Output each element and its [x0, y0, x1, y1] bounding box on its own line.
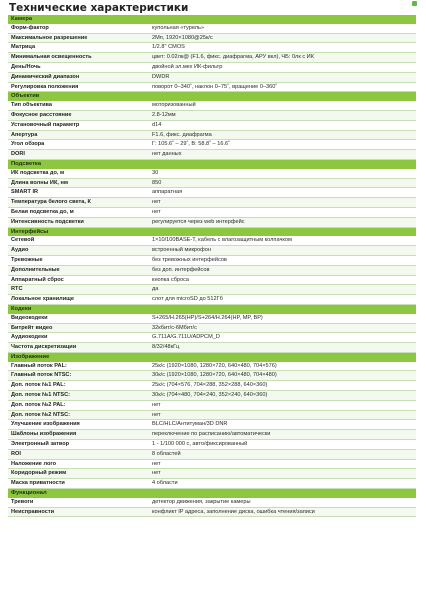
spec-value: без тревожных интерфейсов: [146, 255, 416, 265]
spec-row: [8, 72, 416, 82]
spec-row: [8, 24, 416, 33]
section-header: [8, 304, 416, 313]
spec-key: Белая подсветка до, м: [8, 207, 146, 217]
spec-row: [8, 333, 416, 343]
spec-value: моторизованный: [146, 101, 416, 110]
spec-value: поворот 0–340˚, наклон 0–75˚, вращение 0–360˚: [146, 82, 416, 92]
section-title: Подсветка: [8, 159, 416, 168]
spec-row: [8, 479, 416, 489]
spec-row: [8, 255, 416, 265]
spec-row: [8, 381, 416, 391]
spec-row: [8, 400, 416, 410]
spec-value: да: [146, 285, 416, 295]
spec-row: [8, 217, 416, 227]
spec-key: Максимальное разрешение: [8, 33, 146, 43]
section-header: [8, 159, 416, 168]
spec-value: 25к/с (1920×1080, 1280×720, 640×480, 704×576): [146, 362, 416, 371]
spec-row: [8, 343, 416, 353]
spec-row: [8, 82, 416, 92]
spec-value: цвет: 0.02лк@ (F1.6, фикс. диафрагма, АРУ вкл), ЧБ: 0лк с ИК: [146, 53, 416, 63]
spec-row: [8, 33, 416, 43]
section-header: [8, 227, 416, 236]
spec-row: [8, 285, 416, 295]
spec-value: 30к/с (1920×1080, 1280×720, 640×480, 704×480): [146, 371, 416, 381]
spec-row: [8, 420, 416, 430]
spec-value: двойной эл.мех ИК-фильтр: [146, 62, 416, 72]
spec-value: 25к/с (704×576, 704×288, 352×288, 640×360): [146, 381, 416, 391]
spec-value: DWDR: [146, 72, 416, 82]
spec-value: нет данных: [146, 150, 416, 160]
spec-value: детектор движения, закрытие камеры: [146, 498, 416, 507]
spec-key: Главный поток NTSC:: [8, 371, 146, 381]
spec-value: нет: [146, 459, 416, 469]
spec-value: переключение по расписанию/автоматически: [146, 430, 416, 440]
spec-value: нет: [146, 469, 416, 479]
spec-value: кнопка сброса: [146, 275, 416, 285]
spec-value: 1 - 1/100 000 с, авто/фиксированный: [146, 440, 416, 450]
spec-row: [8, 120, 416, 130]
spec-row: [8, 469, 416, 479]
spec-value: встроенный микрофон: [146, 246, 416, 256]
spec-value: слот для microSD до 512Гб: [146, 295, 416, 305]
spec-value: F1.6, фикс. диафрагма: [146, 130, 416, 140]
section-title: Функционал: [8, 489, 416, 498]
spec-value: без доп. интерфейсов: [146, 265, 416, 275]
spec-key: Наложение лого: [8, 459, 146, 469]
spec-row: [8, 295, 416, 305]
spec-key: Локальное хранилище: [8, 295, 146, 305]
spec-row: [8, 275, 416, 285]
spec-value: d14: [146, 120, 416, 130]
spec-row: [8, 130, 416, 140]
spec-key: Доп. поток №2 NTSC:: [8, 410, 146, 420]
spec-key: Интенсивность подсветки: [8, 217, 146, 227]
spec-row: [8, 62, 416, 72]
spec-key: ROI: [8, 449, 146, 459]
spec-value: Г: 105.6˚ – 29˚, В: 58.8˚ – 16.6˚: [146, 140, 416, 150]
spec-key: Форм-фактор: [8, 24, 146, 33]
spec-key: Тип объектива: [8, 101, 146, 110]
section-header: [8, 489, 416, 498]
spec-key: Тревожные: [8, 255, 146, 265]
spec-row: [8, 449, 416, 459]
spec-key: Сетевой: [8, 236, 146, 245]
spec-value: регулируется через web интерфейс: [146, 217, 416, 227]
section-title: Камера: [8, 15, 416, 24]
spec-row: [8, 207, 416, 217]
spec-row: [8, 410, 416, 420]
page-title: Технические характеристики: [9, 2, 189, 14]
spec-key: Аппаратный сброс: [8, 275, 146, 285]
spec-value: 2.8-12мм: [146, 110, 416, 120]
spec-key: RTC: [8, 285, 146, 295]
spec-value: G.711A/G.711U/ADPCM_D: [146, 333, 416, 343]
section-header: [8, 352, 416, 361]
spec-key: Доп. поток №1 PAL:: [8, 381, 146, 391]
spec-value: 32кбит/с-6Мбит/с: [146, 323, 416, 333]
spec-value: 30к/с (704×480, 704×240, 352×240, 640×360): [146, 391, 416, 401]
spec-key: Доп. поток №1 NTSC:: [8, 391, 146, 401]
spec-key: Матрица: [8, 43, 146, 53]
spec-row: [8, 362, 416, 371]
spec-key: День/Ночь: [8, 62, 146, 72]
spec-row: [8, 314, 416, 323]
spec-key: Аудио: [8, 246, 146, 256]
spec-row: [8, 265, 416, 275]
spec-value: 1/2.8'' CMOS: [146, 43, 416, 53]
spec-value: S+265/H.265(HP)/S+264/H.264(HP, MP, BP): [146, 314, 416, 323]
spec-row: [8, 371, 416, 381]
spec-table-body: [8, 15, 416, 517]
spec-row: [8, 430, 416, 440]
spec-row: [8, 198, 416, 208]
spec-value: 8 областей: [146, 449, 416, 459]
spec-value: нет: [146, 207, 416, 217]
spec-value: 1×10/100BASE-T, кабель с влагозащитным колпачком: [146, 236, 416, 245]
spec-row: [8, 110, 416, 120]
spec-value: 8/32/48кГц: [146, 343, 416, 353]
spec-row: [8, 323, 416, 333]
spec-key: SMART IR: [8, 188, 146, 198]
spec-value: 2Мп, 1920×1080@25к/с: [146, 33, 416, 43]
spec-key: Динамический диапазон: [8, 72, 146, 82]
spec-key: Тревоги: [8, 498, 146, 507]
spec-key: Минимальная освещенность: [8, 53, 146, 63]
spec-table: [8, 15, 416, 517]
spec-row: [8, 188, 416, 198]
spec-key: Угол обзора: [8, 140, 146, 150]
spec-row: [8, 459, 416, 469]
spec-key: Шаблоны изображения: [8, 430, 146, 440]
spec-row: [8, 53, 416, 63]
spec-row: [8, 150, 416, 160]
spec-key: Фокусное расстояние: [8, 110, 146, 120]
spec-value: 850: [146, 178, 416, 188]
spec-value: аппаратная: [146, 188, 416, 198]
spec-row: [8, 101, 416, 110]
section-header: [8, 15, 416, 24]
spec-row: [8, 140, 416, 150]
spec-key: Установочный параметр: [8, 120, 146, 130]
spec-value: нет: [146, 400, 416, 410]
spec-row: [8, 391, 416, 401]
spec-value: нет: [146, 410, 416, 420]
spec-value: нет: [146, 198, 416, 208]
spec-key: Битрейт видео: [8, 323, 146, 333]
spec-key: Аудиокодеки: [8, 333, 146, 343]
section-title: Интерфейсы: [8, 227, 416, 236]
spec-row: [8, 236, 416, 245]
spec-key: Дополнительные: [8, 265, 146, 275]
spec-value: купольная «турель»: [146, 24, 416, 33]
corner-marker: [412, 1, 417, 6]
spec-row: [8, 43, 416, 53]
section-title: Изображение: [8, 352, 416, 361]
spec-key: Электронный затвор: [8, 440, 146, 450]
spec-value: BLC/HLC/Антитуман/3D DNR: [146, 420, 416, 430]
spec-row: [8, 440, 416, 450]
spec-key: Регулировка положения: [8, 82, 146, 92]
section-title: Объектив: [8, 92, 416, 101]
spec-key: ИК подсветка до, м: [8, 169, 146, 178]
spec-key: Доп. поток №2 PAL:: [8, 400, 146, 410]
spec-key: Видеокодеки: [8, 314, 146, 323]
spec-key: Неисправности: [8, 507, 146, 517]
spec-row: [8, 507, 416, 517]
section-title: Кодеки: [8, 304, 416, 313]
spec-row: [8, 178, 416, 188]
spec-key: Температура белого света, К: [8, 198, 146, 208]
spec-value: конфликт IP адреса, заполнение диска, ошибка чтения/записи: [146, 507, 416, 517]
spec-key: Длина волны ИК, нм: [8, 178, 146, 188]
spec-key: Улучшение изображения: [8, 420, 146, 430]
spec-row: [8, 169, 416, 178]
spec-key: Коридорный режим: [8, 469, 146, 479]
spec-key: Частота дискретизации: [8, 343, 146, 353]
spec-row: [8, 498, 416, 507]
spec-key: DORI: [8, 150, 146, 160]
spec-key: Апертура: [8, 130, 146, 140]
section-header: [8, 92, 416, 101]
spec-value: 30: [146, 169, 416, 178]
spec-key: Маска приватности: [8, 479, 146, 489]
spec-key: Главный поток PAL:: [8, 362, 146, 371]
spec-value: 4 области: [146, 479, 416, 489]
spec-row: [8, 246, 416, 256]
